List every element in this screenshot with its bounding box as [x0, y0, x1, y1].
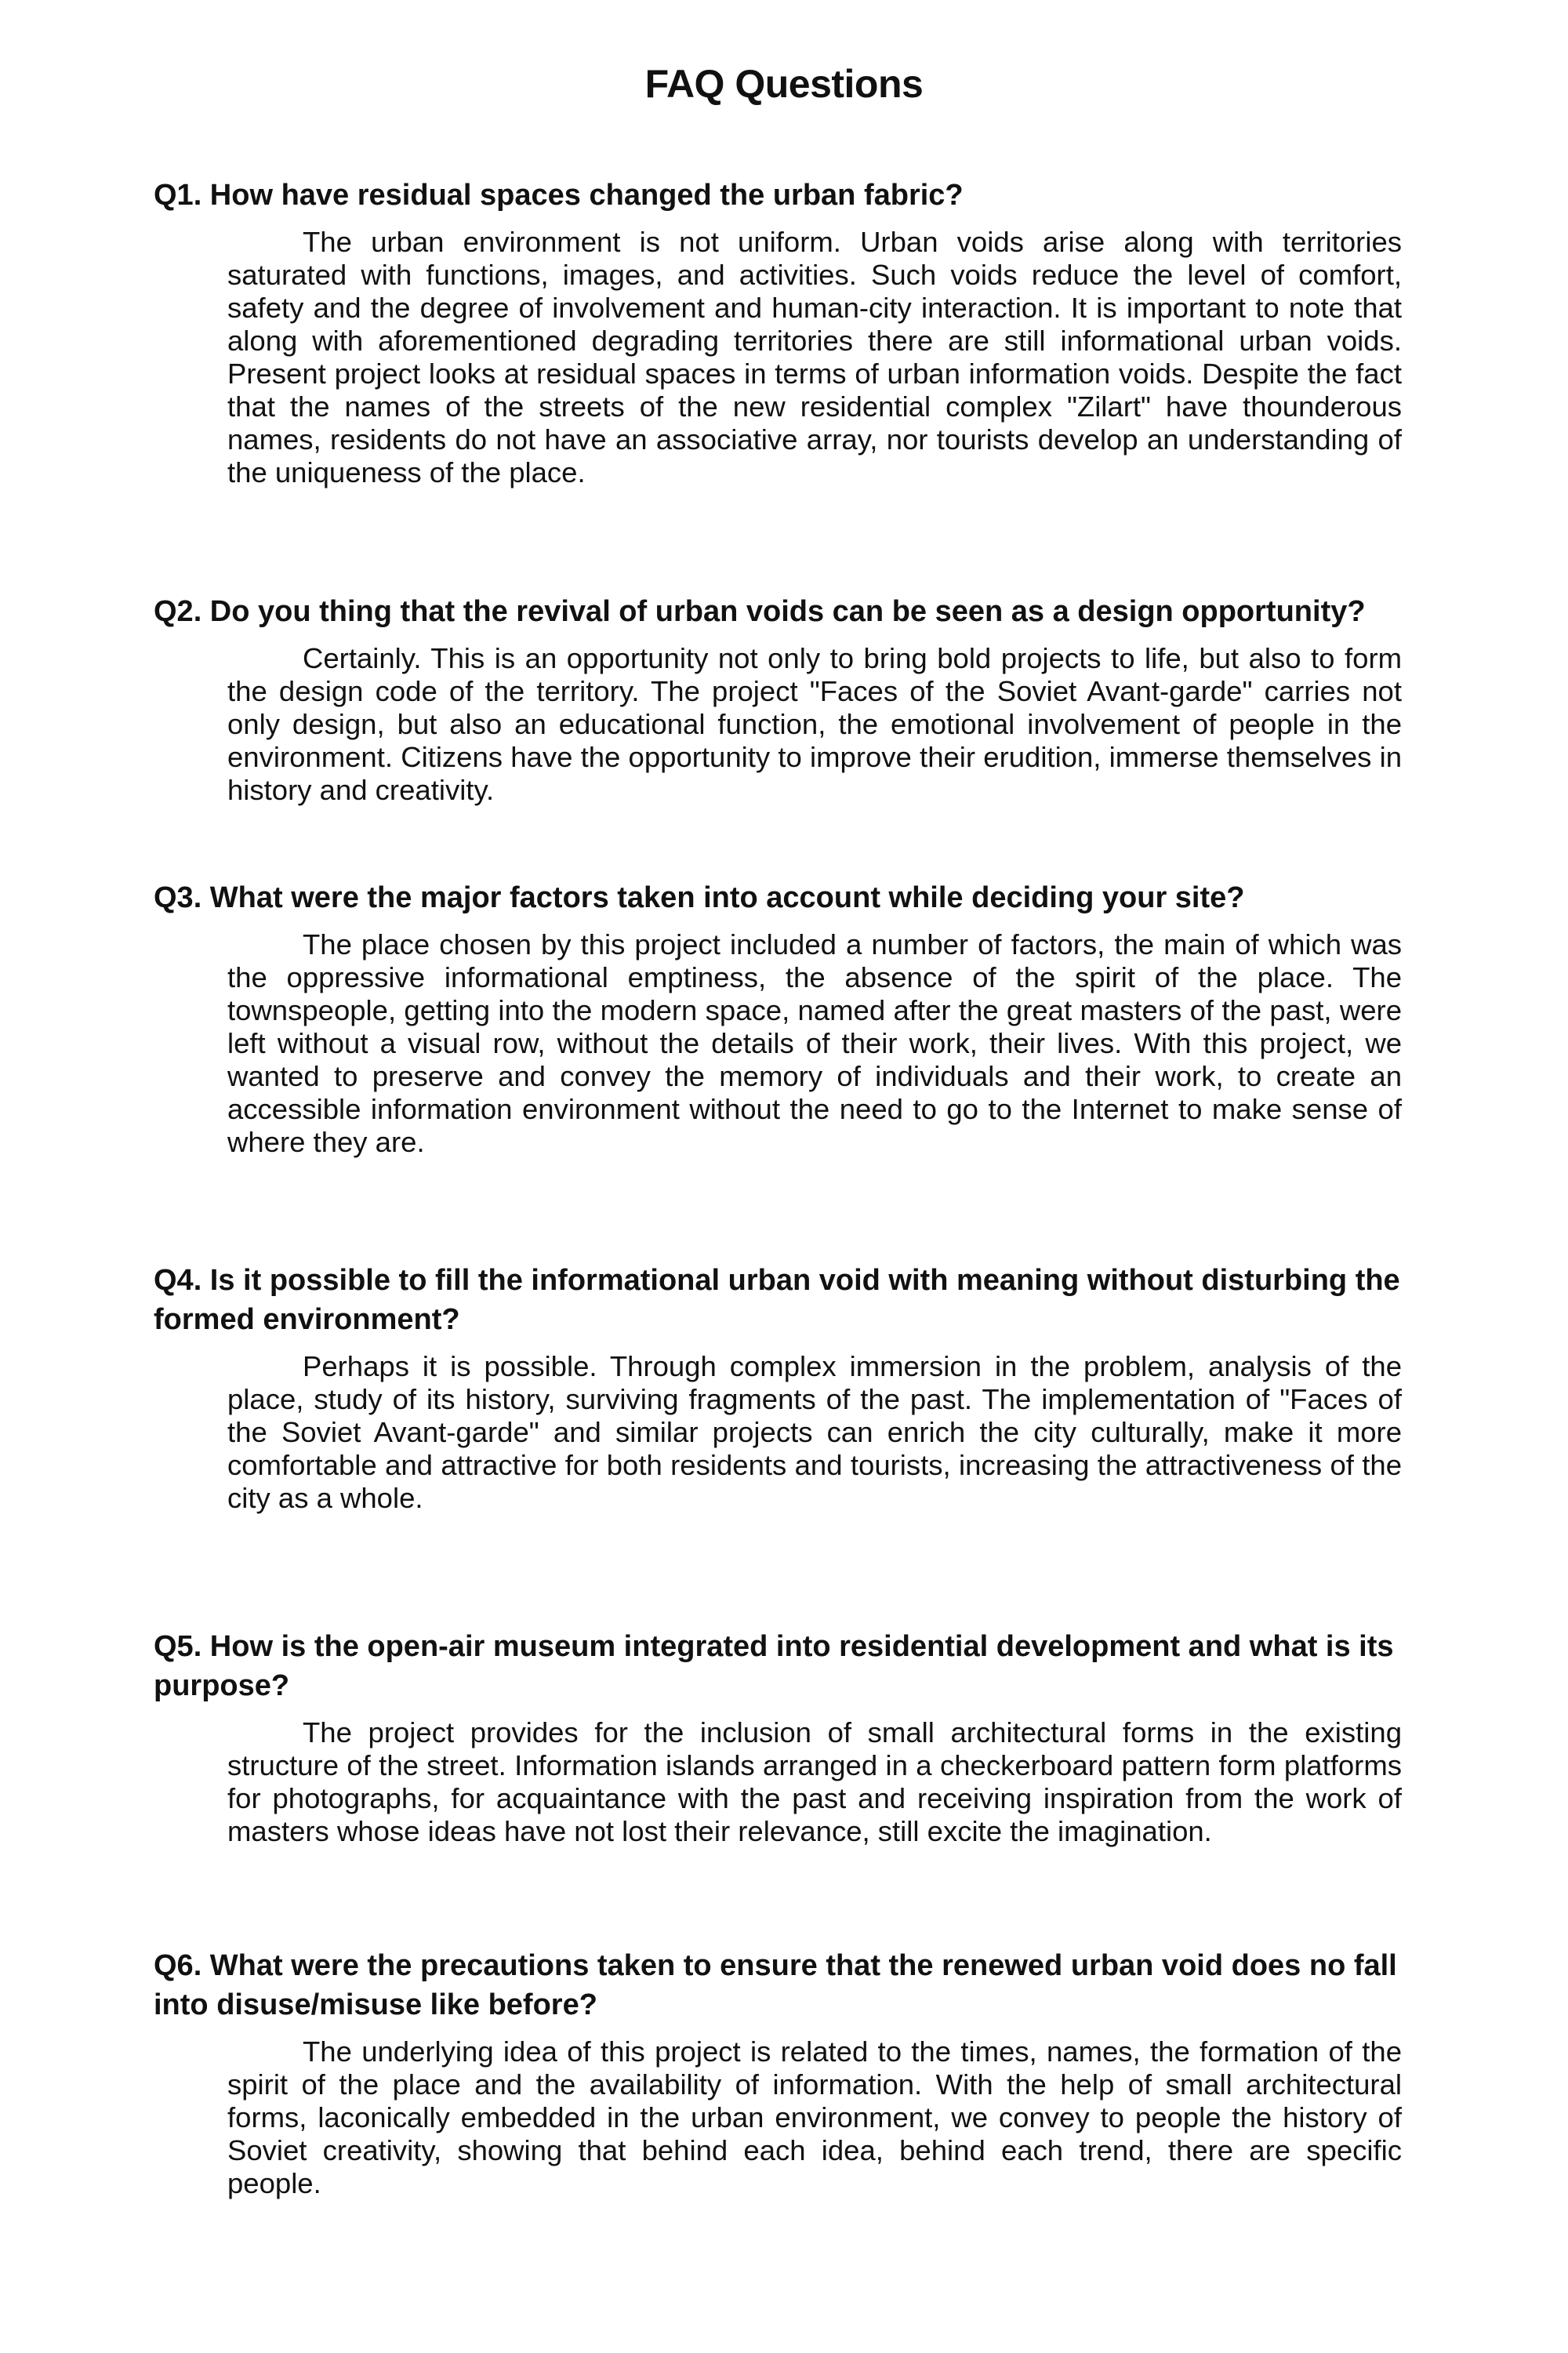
faq-item-5 — [154, 1627, 1408, 1848]
faq-item-4 — [154, 1261, 1408, 1515]
page-title: FAQ Questions — [644, 62, 924, 106]
faq-question-3: Q3. What were the major factors taken into account while deciding your site? — [154, 881, 1245, 914]
faq-item-6 — [154, 1946, 1408, 2200]
faq-answer-6: The underlying idea of this project is related to the times, names, the formation of the spirit of the place and the availability of information. With the help of small architectural forms, laconically embedded in the urban environment, we convey to people the history of Soviet creativity, showing that behind each idea, behind each trend, there are specific people. — [227, 2035, 1402, 2199]
faq-answer-3: The place chosen by this project included a number of factors, the main of which was the oppressive informational emptiness, the absence of the spirit of the place. The townspeople, getting into the modern space, named after the great masters of the past, were left without a visual row, without the details of their work, their lives. With this project, we wanted to preserve and convey the memory of individuals and their work, to create an accessible information environment without the need to go to the Internet to make sense of where they are. — [227, 928, 1402, 1158]
faq-question-4: Q4. Is it possible to fill the informational urban void with meaning without disturbing the formed environment? — [154, 1264, 1400, 1336]
faq-answer-4: Perhaps it is possible. Through complex immersion in the problem, analysis of the place, study of its history, surviving fragments of the past. The implementation of "Faces of the Soviet Avant-garde" and similar projects can enrich the city culturally, make it more comfortable and attractive for both residents and tourists, increasing the attractiveness of the city as a whole. — [227, 1350, 1402, 1514]
faq-question-2: Q2. Do you thing that the revival of urban voids can be seen as a design opportunity? — [154, 595, 1366, 628]
faq-question-1: Q1. How have residual spaces changed the urban fabric? — [154, 179, 964, 212]
faq-item-1 — [154, 176, 1408, 489]
faq-item-3 — [154, 878, 1408, 1159]
faq-question-6: Q6. What were the precautions taken to ensure that the renewed urban void does no fall into disuse/misuse like before? — [154, 1949, 1397, 2021]
faq-item-2 — [154, 592, 1408, 807]
faq-answer-5: The project provides for the inclusion of small architectural forms in the existing structure of the street. Information islands arranged in a checkerboard pattern form platforms for photographs, for acquaintance with the past and receiving inspiration from the work of masters whose ideas have not lost their relevance, still excite the imagination. — [227, 1716, 1402, 1847]
faq-answer-1: The urban environment is not uniform. Urban voids arise along with territories saturated with functions, images, and activities. Such voids reduce the level of comfort, safety and the degree of involvement and human-city interaction. It is important to note that along with aforementioned degrading territories there are still informational urban voids. Present project looks at residual spaces in terms of urban information voids. Despite the fact that the names of the streets of the new residential complex "Zilart" have thounderous names, residents do not have an associative array, nor tourists develop an understanding of the uniqueness of the place. — [227, 226, 1402, 488]
faq-answer-2: Certainly. This is an opportunity not only to bring bold projects to life, but also to form the design code of the territory. The project "Faces of the Soviet Avant-garde" carries not only design, but also an educational function, the emotional involvement of people in the environment. Citizens have the opportunity to improve their erudition, immerse themselves in history and creativity. — [227, 642, 1402, 806]
faq-question-5: Q5. How is the open-air museum integrated into residential development and what is its purpose? — [154, 1630, 1394, 1702]
